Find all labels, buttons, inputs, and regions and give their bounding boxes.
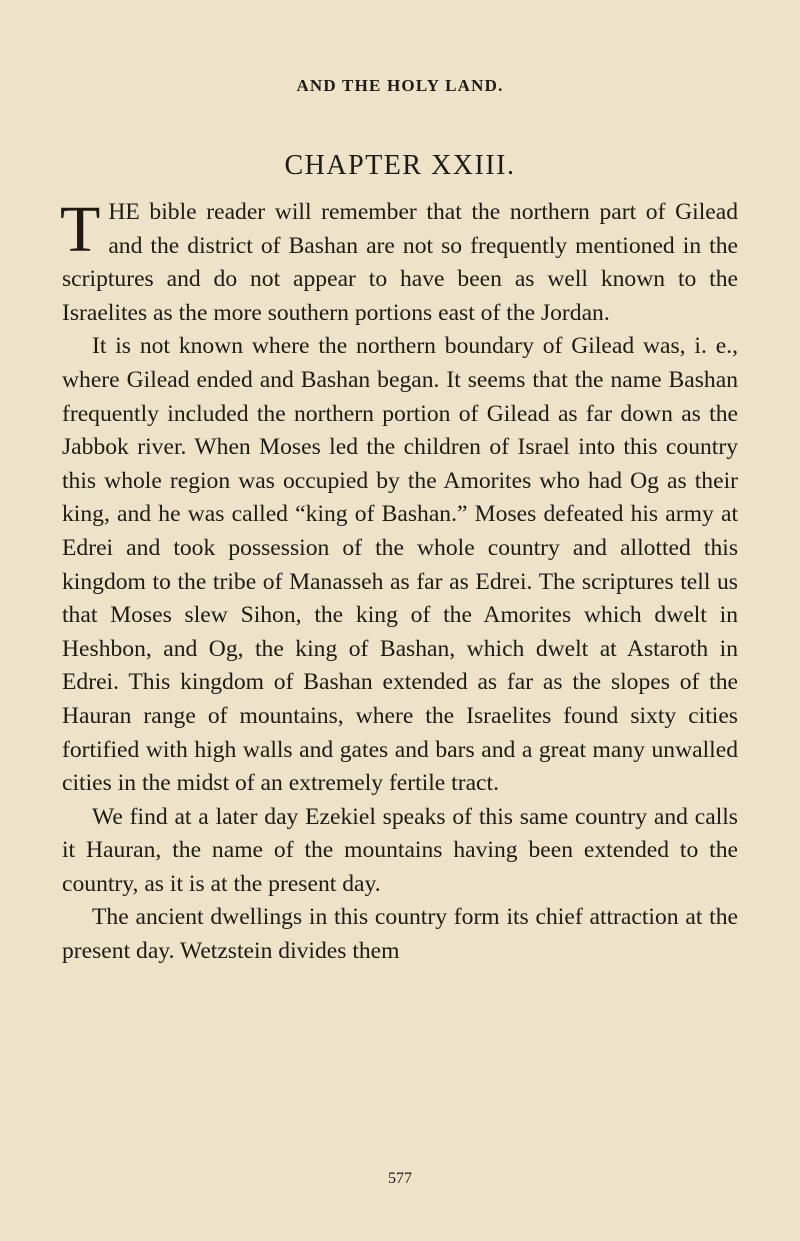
paragraph-2: It is not known where the northern boundary of Gilead was, i. e., where Gilead ended and Bashan began. It seems that the name Bashan frequently included the northern portion of Gilead as far down as the Jabbok river. When Moses led the children of Israel into this country this whole region was occupied by the Amorites who had Og as their king, and he was called “king of Bashan.” Moses defeated his army at Edrei and took possession of the whole country and allotted this kingdom to the tribe of Manasseh as far as Edrei. The scriptures tell us that Moses slew Sihon, the king of the Amorites which dwelt in Heshbon, and Og, the king of Bashan, which dwelt at Astaroth in Edrei. This kingdom of Bashan extended as far as the slopes of the Hauran range of mountains, where the Israelites found sixty cities fortified with high walls and gates and bars and a great many unwalled cities in the midst of an extremely fertile tract. <box>62 333 738 797</box>
running-head: AND THE HOLY LAND. <box>296 76 504 95</box>
paragraph-1 <box>60 193 738 330</box>
page-number: 577 <box>388 1170 412 1187</box>
chapter-title: CHAPTER XXIII. <box>284 150 516 181</box>
body-text <box>60 193 738 969</box>
paragraph-1-text: HE bible reader will remember that the northern part of Gilead and the district of Bashan are not so frequently mentioned in the scriptures and do not appear to have been as well known to the Israelites as the more southern portions east of the Jordan. <box>62 199 738 326</box>
drop-cap: T <box>60 193 101 266</box>
paragraph-4: The ancient dwellings in this country form its chief attraction at the present day. Wetzstein divides them <box>62 904 738 965</box>
paragraph-3: We find at a later day Ezekiel speaks of this same country and calls it Hauran, the name of the mountains having been extended to the country, as it is at the present day. <box>62 803 738 897</box>
